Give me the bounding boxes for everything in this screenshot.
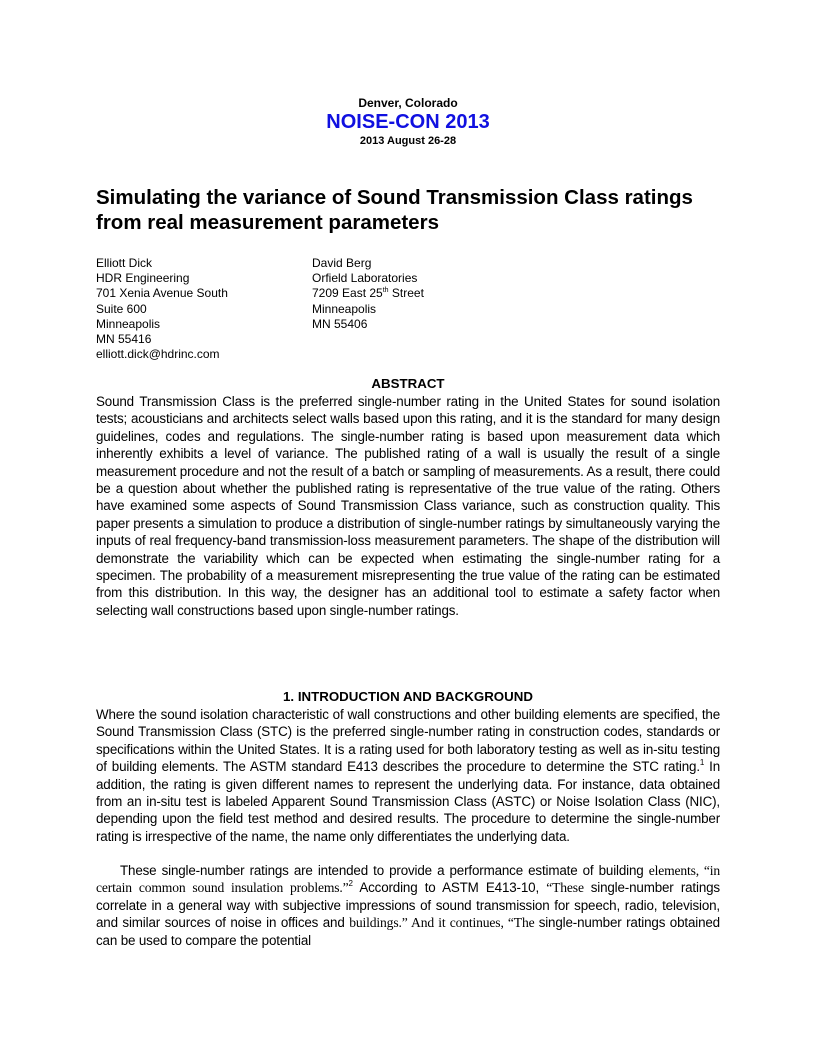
paragraph-text: These single-number ratings are intended to provide a performance estimate of building — [120, 863, 649, 878]
conference-dates: 2013 August 26-28 — [359, 135, 457, 147]
paragraph-text: In addition, the rating is given different names to represent the underlying data. For instance, data obtained from an in-situ test is labeled Apparent Sound Transmission Class (ASTC) or Noise Isolation Class (NIC), depending upon the field test method and desired results. The procedure to determine the single-number rating is irrespective of the name, the name only differentiates the underlying data. — [96, 759, 720, 844]
conference-location: Denver, Colorado — [358, 96, 458, 110]
paragraph-text: Where the sound isolation characteristic of wall constructions and other building elements are specified, the Sound Transmission Class (STC) is the preferred single-number rating in construction codes, standards or specifications within the United States. It is a rating used for both laboratory testing as well as in-situ testing of building elements. The ASTM standard E413 describes the procedure to determine the STC rating. — [96, 707, 720, 775]
author-address-line: 701 Xenia Avenue South — [96, 286, 228, 301]
abstract-heading: ABSTRACT — [371, 376, 445, 391]
author-1 — [96, 256, 228, 362]
author-2 — [312, 256, 424, 332]
author-city: Minneapolis — [96, 316, 161, 331]
author-postal: MN 55416 — [96, 332, 152, 347]
author-name: David Berg — [312, 256, 372, 270]
introduction-heading: 1. INTRODUCTION AND BACKGROUND — [283, 689, 533, 704]
author-affiliation: Orfield Laboratories — [312, 271, 418, 286]
conference-name: NOISE-CON 2013 — [326, 111, 490, 133]
author-name: Elliott Dick — [96, 256, 153, 270]
paragraph-text: According to ASTM E413-10, — [352, 880, 547, 896]
introduction-paragraph-1 — [96, 706, 720, 845]
author-affiliation: HDR Engineering — [96, 271, 190, 286]
author-postal: MN 55406 — [312, 316, 368, 331]
paper-title: Simulating the variance of Sound Transmission Class ratings from real measurement parameters — [96, 186, 693, 234]
author-city: Minneapolis — [312, 301, 377, 316]
reference-marker: 2 — [348, 879, 353, 889]
quoted-text: buildings.” And it continues, “The — [349, 915, 539, 931]
conference-header — [0, 96, 816, 148]
quoted-text: “These — [546, 880, 591, 896]
paragraph-text: single-number ratings obtained can be used to compare the potential — [96, 915, 720, 948]
reference-marker: 1 — [699, 758, 705, 768]
paragraph-text: single-number ratings correlate in a general way with subjective impressions of sound transmission for speech, radio, television, and similar sources of noise in offices and — [96, 880, 720, 931]
abstract-text: Sound Transmission Class is the preferred single-number rating in the United States for sound isolation tests; acousticians and architects select walls based upon this rating, and it is the standard for many design guidelines, codes and regulations. The single-number rating is based upon measurement data which inherently exhibits a level of variance. The published rating of a wall is usually the result of a single measurement procedure and not the result of a batch or sampling of measurements. As a result, there could be a question about whether the published rating is representative of the true value of the rating. Others have examined some aspects of Sound Transmission Class variance, such as construction quality. This paper presents a simulation to produce a distribution of single-number ratings by simultaneously varying the inputs of real frequency-band transmission-loss measurement parameters. The shape of the distribution will demonstrate the variability which can be expected when estimating the single-number rating for a specimen. The probability of a measurement misrepresenting the true value of the rating can be estimated from this distribution. In this way, the designer has an additional tool to estimate a safety factor when selecting wall constructions based upon single-number ratings. — [96, 394, 720, 618]
quoted-text: elements, “in certain common sound insulation problems.” — [96, 863, 720, 896]
author-address-line: Suite 600 — [96, 301, 147, 316]
address-suffix: Street — [388, 286, 424, 301]
address-superscript: th — [382, 287, 389, 295]
address-prefix: 7209 East 25 — [312, 286, 383, 301]
introduction-paragraph-2 — [96, 862, 720, 949]
author-address-line — [312, 286, 424, 301]
author-email: elliott.dick@hdrinc.com — [96, 347, 220, 362]
